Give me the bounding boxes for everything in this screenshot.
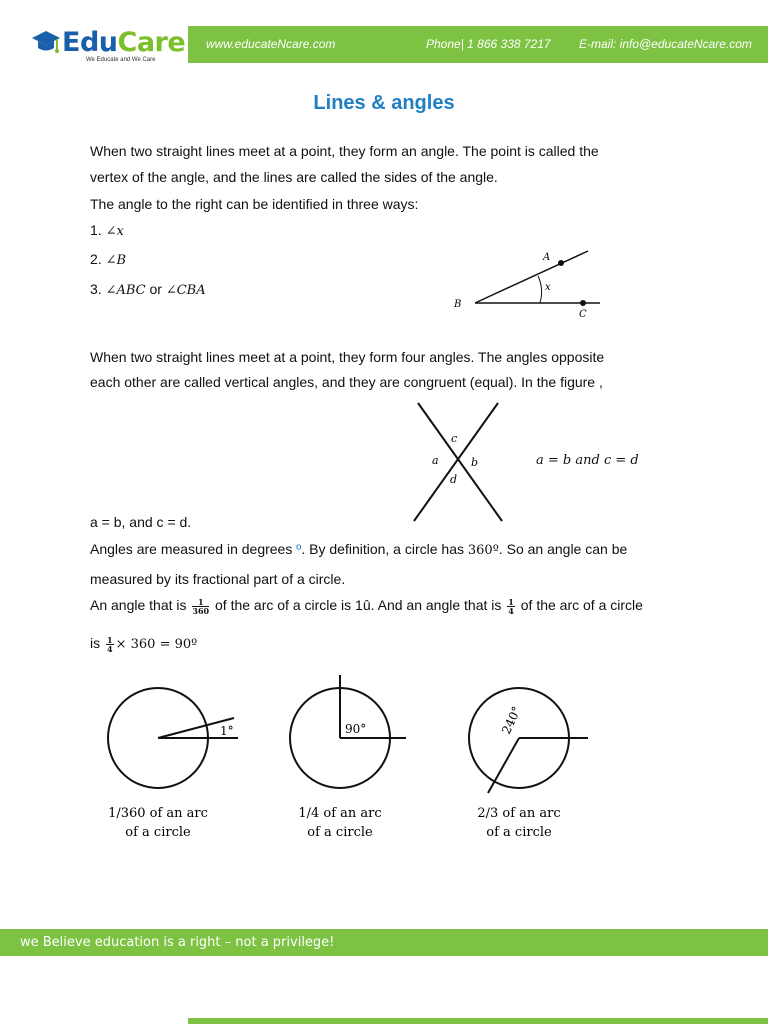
intro-line-1: When two straight lines meet at a point, they form an angle. The point is called the xyxy=(90,143,599,159)
measure-text-a: Angles are measured in degrees xyxy=(90,541,293,557)
measure-line3-b: of the arc of a circle is 1û. And an angle that is xyxy=(215,597,502,613)
vertical-label-d: d xyxy=(450,473,458,486)
vertical-equation: a = b and c = d xyxy=(536,453,639,468)
ray-ba xyxy=(475,251,588,303)
measure-line4-a: is xyxy=(90,635,101,651)
label-a: A xyxy=(543,252,551,263)
way-3-or: or xyxy=(149,281,162,297)
footer-slogan: we Believe education is a right – not a privilege! xyxy=(20,935,335,950)
circle-3-label: 240° xyxy=(499,704,524,737)
point-a xyxy=(558,260,564,266)
way-1-expr: ∠x xyxy=(105,224,124,239)
fraction-1-4: $\frac{1}{4}$ xyxy=(508,596,514,616)
vertical-line-1: When two straight lines meet at a point, they form four angles. The angles opposite xyxy=(90,349,605,365)
bottom-green-strip xyxy=(188,1018,768,1024)
phone-number: Phone| 1 866 338 7217 xyxy=(426,37,551,51)
circle-1-caption-2: of a circle xyxy=(125,825,191,840)
header-contact-bar xyxy=(188,26,768,63)
way-2 xyxy=(90,251,126,268)
measure-line-1 xyxy=(90,541,627,558)
website-link[interactable]: www.educateNcare.com xyxy=(206,37,336,51)
angle-abc-diagram xyxy=(450,245,600,320)
brand-care: Care xyxy=(117,27,186,58)
circle-angles-figure xyxy=(100,675,600,845)
brand-tagline: We Educate and We Care xyxy=(86,57,156,63)
way-2-expr: ∠B xyxy=(105,253,127,268)
vertical-label-c: c xyxy=(451,432,458,445)
circle-3-caption-1: 2/3 of an arc xyxy=(477,806,561,821)
circle-2-quarter xyxy=(290,675,406,840)
label-b: B xyxy=(454,299,462,310)
circle-2-caption-1: 1/4 of an arc xyxy=(298,806,382,821)
line-1 xyxy=(418,403,502,521)
way-3-expr2: ∠CBA xyxy=(165,283,206,298)
brand-logo[interactable] xyxy=(62,27,185,58)
circle-2-caption-2: of a circle xyxy=(307,825,373,840)
way-3-expr: ∠ABC xyxy=(105,283,146,298)
measure-line3-a: An angle that is xyxy=(90,597,187,613)
full-circle-value: 360º xyxy=(467,543,499,558)
intro-line-3: The angle to the right can be identified in three ways: xyxy=(90,196,419,212)
point-c xyxy=(580,300,586,306)
vertical-result: a = b, and c = d. xyxy=(90,514,192,530)
vertical-label-b: b xyxy=(471,456,479,469)
intro-line-2: vertex of the angle, and the lines are called the sides of the angle. xyxy=(90,169,498,185)
circle-3-two-thirds xyxy=(469,688,588,840)
way-3 xyxy=(90,281,206,298)
brand-edu: Edu xyxy=(62,27,118,58)
vertical-label-a: a xyxy=(432,454,439,467)
measure-line-3 xyxy=(90,597,643,615)
label-x: x xyxy=(545,282,551,293)
measure-text-b: . By definition, a circle has xyxy=(301,541,464,557)
line-2 xyxy=(414,403,498,521)
angle-arc xyxy=(538,276,542,303)
page-title: Lines & angles xyxy=(313,92,455,114)
circle-3-caption-2: of a circle xyxy=(486,825,552,840)
way-2-number: 2. xyxy=(90,251,102,267)
footer-slogan-bar xyxy=(0,929,768,956)
way-1-number: 1. xyxy=(90,222,102,238)
label-c: C xyxy=(579,309,587,320)
circle-1-label: 1° xyxy=(220,724,234,738)
measure-line-4 xyxy=(90,635,197,653)
fraction-1-360: $\frac{1}{360}$ xyxy=(192,596,210,616)
circle-2-label: 90° xyxy=(345,722,367,736)
way-1 xyxy=(90,222,124,239)
degree-symbol: º xyxy=(296,541,302,557)
circle-1-degree xyxy=(108,688,238,840)
measure-line-2: measured by its fractional part of a circle. xyxy=(90,571,346,587)
vertical-line-2: each other are called vertical angles, and they are congruent (equal). In the figure , xyxy=(90,374,603,390)
measure-text-c: . So an angle can be xyxy=(498,541,628,557)
way-3-number: 3. xyxy=(90,281,102,297)
email-link[interactable]: E-mail: info@educateNcare.com xyxy=(579,37,752,51)
fraction-quarter: $\frac{1}{4}$ xyxy=(107,634,113,654)
circle-1-caption-1: 1/360 of an arc xyxy=(108,806,208,821)
measure-expression: × 360 = 90º xyxy=(115,637,198,652)
graduation-cap-logo-icon xyxy=(30,28,62,62)
vertical-angles-diagram xyxy=(410,400,510,525)
measure-line3-c: of the arc of a circle xyxy=(520,597,643,613)
